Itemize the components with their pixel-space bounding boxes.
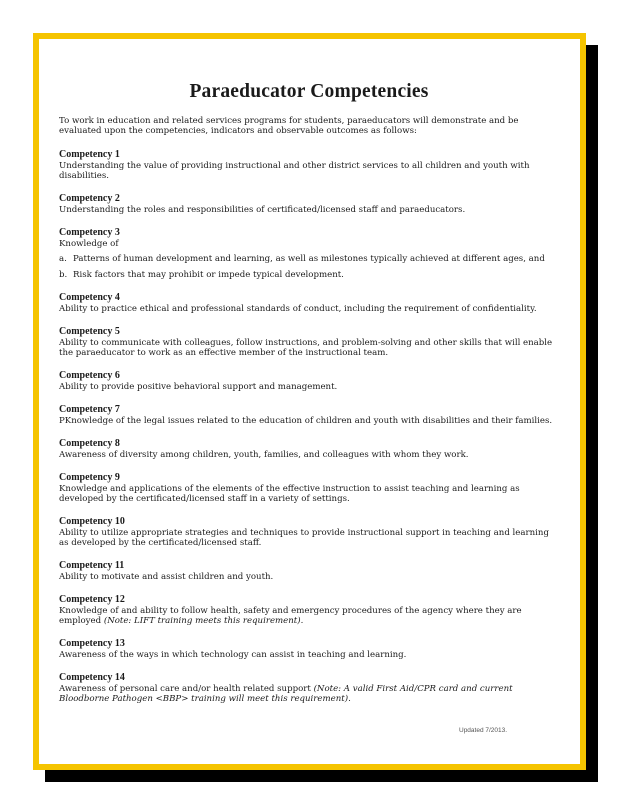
- competency-6: [59, 370, 559, 392]
- competency-12: [59, 594, 559, 626]
- competency-5: [59, 326, 559, 358]
- competency-note: (Note: A valid First Aid/CPR card and current Bloodborne Pathogen <BBP> training will meet this requirement).: [59, 684, 513, 705]
- competency-text: Ability to motivate and assist children and youth.: [59, 572, 274, 583]
- competency-title: Competency 8: [59, 438, 120, 450]
- competency-text: Knowledge of and ability to follow health, safety and emergency procedures of the agency where they are employed: [59, 606, 522, 627]
- competency-text: Ability to communicate with colleagues, follow instructions, and problem-solving and other skills that will enable the paraeducator to work as an effective member of the instructional team.: [59, 338, 553, 359]
- competency-8: [59, 438, 559, 460]
- competency-2: [59, 193, 559, 215]
- competency-title: Competency 9: [59, 472, 120, 484]
- competency-title: Competency 14: [59, 672, 125, 684]
- competency-9: [59, 472, 559, 504]
- competency-text: Awareness of personal care and/or health related support: [59, 684, 311, 695]
- list-item-text: Risk factors that may prohibit or impede typical development.: [73, 270, 344, 281]
- list-item-text: Patterns of human development and learning, as well as milestones typically achieved at different ages, and: [73, 254, 545, 265]
- competency-3-list: [59, 254, 559, 280]
- competency-text: Ability to practice ethical and professional standards of conduct, including the requirement of confidentiality.: [59, 304, 537, 315]
- competency-text: PKnowledge of the legal issues related to the education of children and youth with disabilities and their families.: [59, 416, 553, 427]
- list-marker: a.: [59, 254, 67, 265]
- competency-13: [59, 638, 559, 660]
- competency-text: Ability to provide positive behavioral support and management.: [59, 382, 338, 393]
- competency-title: Competency 6: [59, 370, 120, 382]
- intro-paragraph: To work in education and related services programs for students, paraeducators will demonstrate and be evaluated upon the competencies, indicators and observable outcomes as follows:: [59, 116, 519, 137]
- list-marker: b.: [59, 270, 68, 281]
- competency-10: [59, 516, 559, 548]
- competency-text: Awareness of diversity among children, youth, families, and colleagues with whom they work.: [59, 450, 469, 461]
- competency-title: Competency 5: [59, 326, 120, 338]
- competency-3: [59, 227, 559, 280]
- competency-title: Competency 4: [59, 292, 120, 304]
- competency-title: Competency 13: [59, 638, 125, 650]
- competency-text-wrapper: [59, 606, 559, 626]
- competency-title: Competency 1: [59, 149, 120, 161]
- competency-text: Understanding the roles and responsibilities of certificated/licensed staff and paraeducators.: [59, 205, 466, 216]
- competency-title: Competency 3: [59, 227, 120, 239]
- competency-11: [59, 560, 559, 582]
- list-item: [59, 270, 559, 280]
- competency-4: [59, 292, 559, 314]
- competency-title: Competency 10: [59, 516, 125, 528]
- competency-text: Ability to utilize appropriate strategies and techniques to provide instructional support in teaching and learning as developed by the certificated/licensed staff.: [59, 528, 549, 549]
- competency-7: [59, 404, 559, 426]
- competency-text: Knowledge and applications of the elements of the effective instruction to assist teaching and learning as developed by the certificated/licensed staff in a variety of settings.: [59, 484, 520, 505]
- updated-date: Updated 7/2013.: [459, 727, 508, 734]
- competency-text-wrapper: [59, 684, 559, 704]
- competency-title: Competency 7: [59, 404, 120, 416]
- competency-text: Understanding the value of providing instructional and other district services to all children and youth with disabilities.: [59, 161, 530, 182]
- list-item: [59, 254, 559, 264]
- document-page: [59, 81, 559, 716]
- competency-text: Awareness of the ways in which technology can assist in teaching and learning.: [59, 650, 407, 661]
- competency-title: Competency 12: [59, 594, 125, 606]
- competency-1: [59, 149, 559, 181]
- document-frame: [33, 33, 586, 770]
- competency-title: Competency 2: [59, 193, 120, 205]
- competency-text: Knowledge of: [59, 239, 119, 250]
- competency-note: (Note: LIFT training meets this requirement).: [103, 616, 304, 627]
- competency-14: [59, 672, 559, 704]
- competency-title: Competency 11: [59, 560, 125, 572]
- document-title: Paraeducator Competencies: [189, 81, 429, 102]
